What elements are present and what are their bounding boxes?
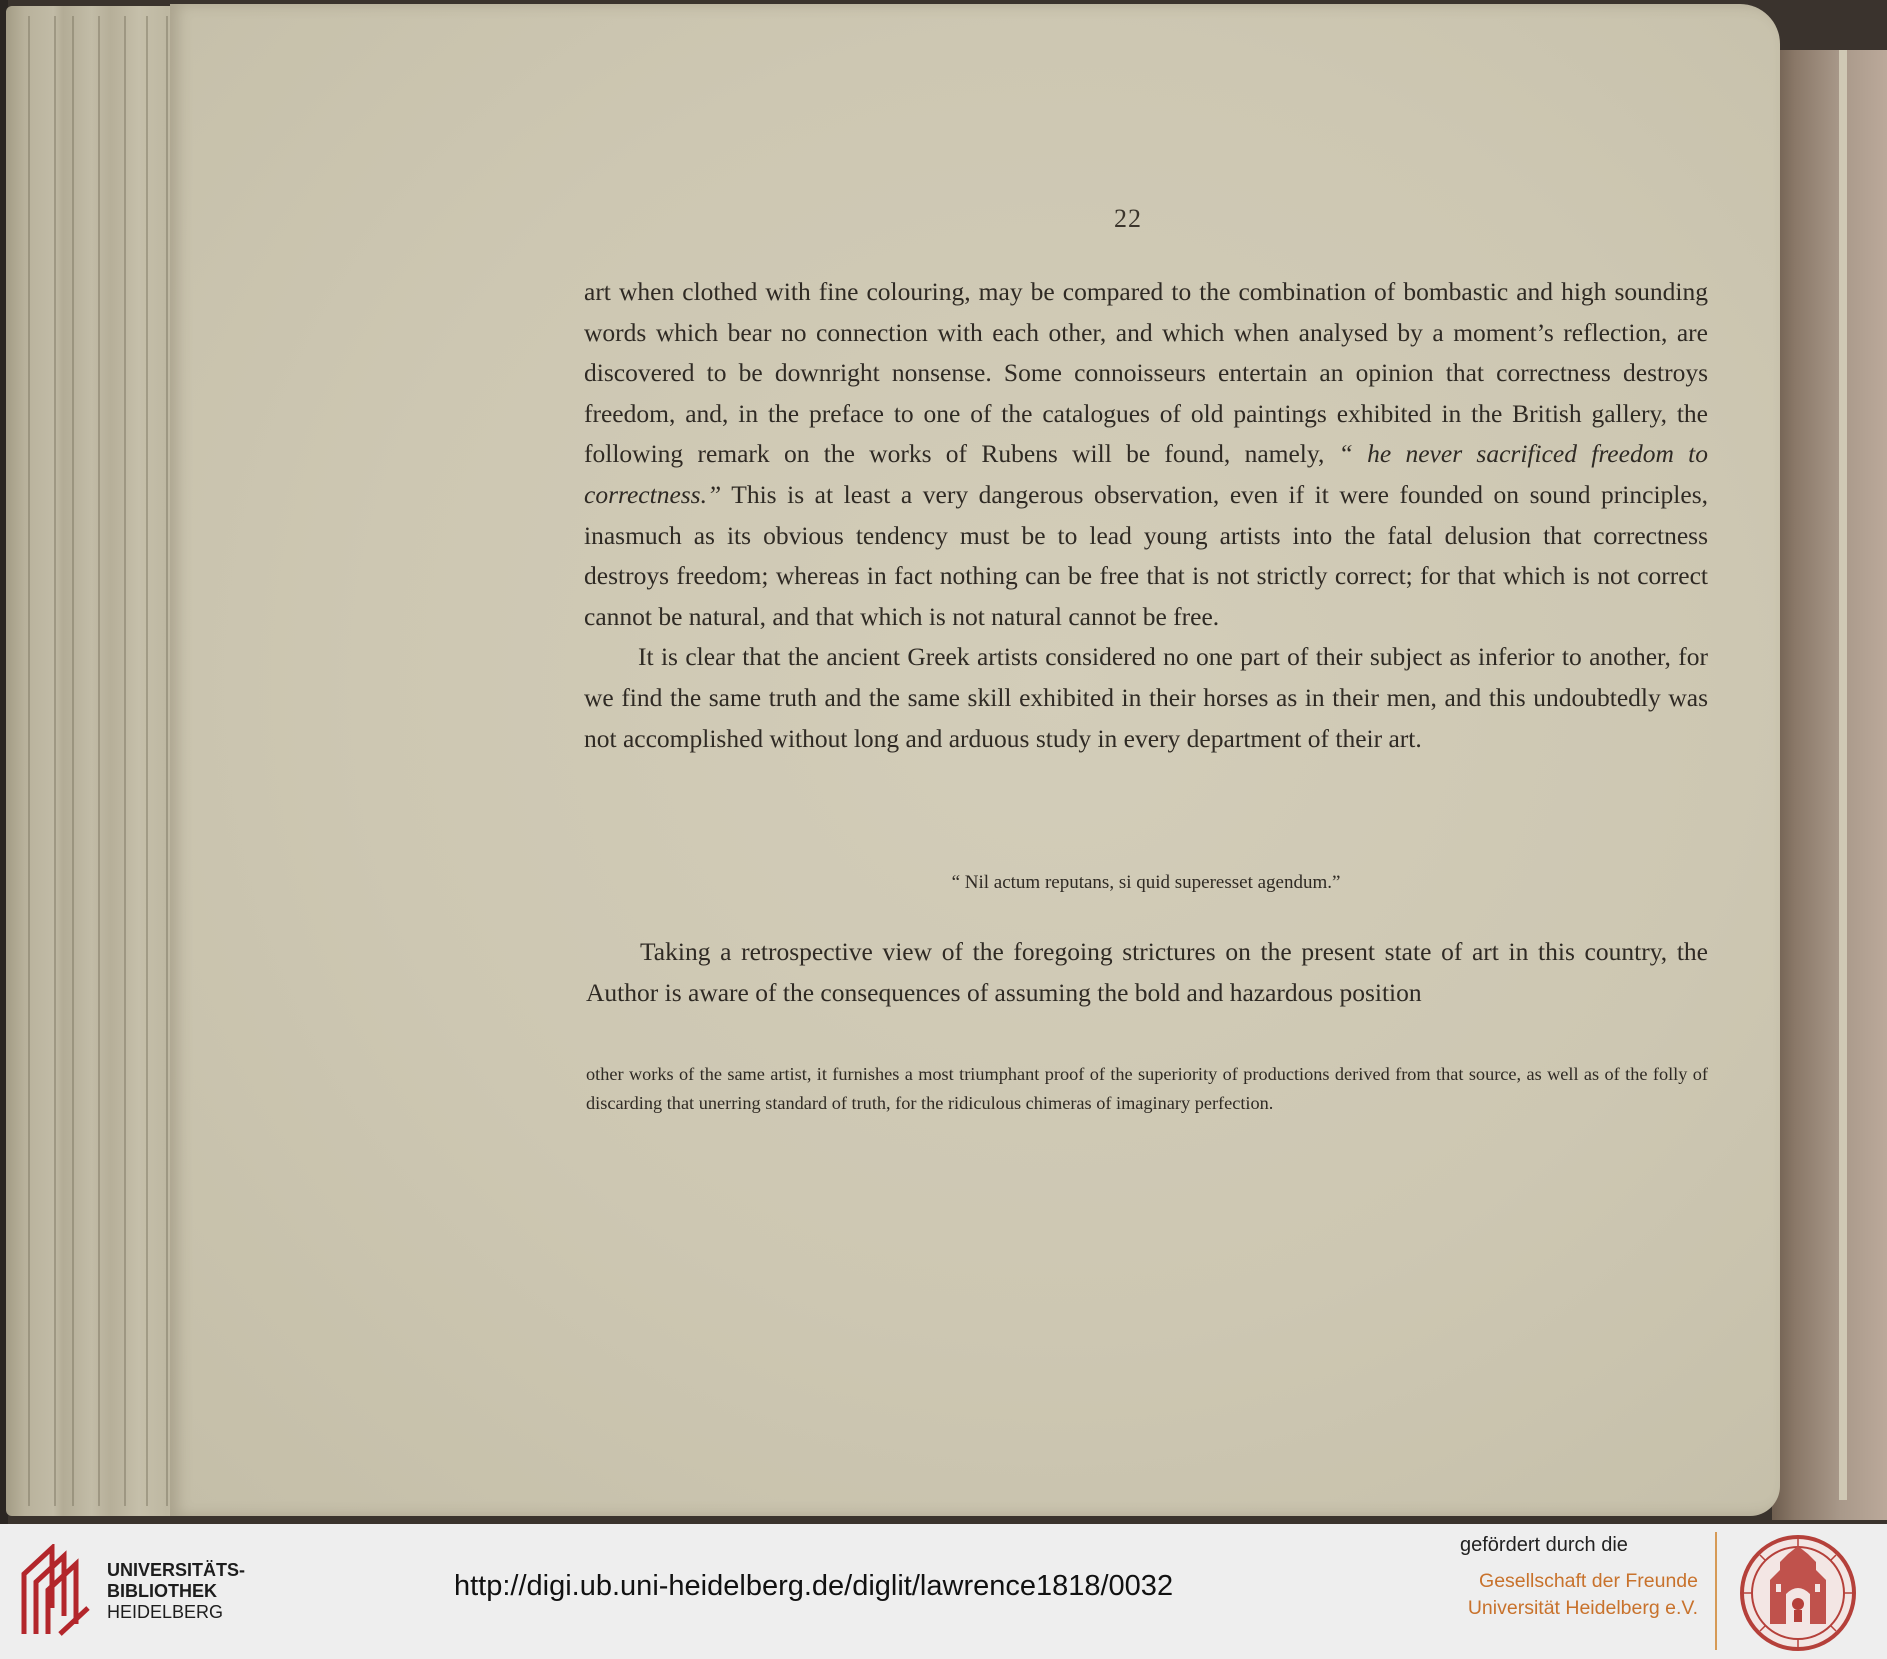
book-page [170,4,1780,1516]
paragraph-1 [584,272,1708,637]
latin-motto: “ Nil actum reputans, si quid superesset agendum.” [951,872,1341,893]
permalink-url[interactable]: http://digi.ub.uni-heidelberg.de/diglit/lawrence1818/0032 [454,1570,1174,1602]
paragraph-3: Taking a retrospective view of the foregoing strictures on the present state of art in this country, the Author is aware of the consequences of assuming the bold and hazardous position [586,937,1708,1007]
library-name-line-1: UNIVERSITÄTS- [107,1560,246,1580]
library-name-line-2: BIBLIOTHEK [107,1581,217,1601]
ub-heidelberg-logo-icon[interactable] [18,1544,96,1640]
library-name [107,1560,245,1623]
page-edge-strip [1839,50,1847,1500]
main-text-block [584,272,1708,759]
page-number: 22 [1114,204,1142,233]
adjacent-book-board [1772,50,1887,1520]
footnote: other works of the same artist, it furnishes a most triumphant proof of the superiority of productions derived from that source, as well as of the folly of discarding that unerring standard of truth, for the ridiculous chimeras of imaginary perfection. [586,1064,1708,1113]
sponsor-name[interactable] [1460,1568,1698,1622]
library-name-line-3: HEIDELBERG [107,1602,224,1622]
university-seal-icon[interactable] [1736,1534,1860,1652]
paragraph-1-text-after: This is at least a very dangerous observation, even if it were founded on sound principles, inasmuch as its obvious tendency must be to lead young artists into the fatal delusion that correctness destroys freedom; whereas in fact nothing can be free that is not strictly correct; for that which is not correct cannot be natural, and that which is not natural cannot be free. [584,479,1708,631]
supported-by-label: gefördert durch die [1460,1534,1628,1556]
page-stack-edges [6,6,196,1516]
sponsor-name-line-1: Gesellschaft der Freunde [1479,1570,1698,1592]
paragraph-2: It is clear that the ancient Greek artists considered no one part of their subject as inferior to another, for we find the same truth and the same skill exhibited in their horses as in their men, and this undoubtedly was not accomplished without long and arduous study in every department of their art. [584,642,1708,753]
paragraph-1-text-before: art when clothed with fine colouring, may be compared to the combination of bombastic and high sounding words which bear no connection with each other, and which when analysed by a moment’s reflection, are discovered to be downright nonsense. Some connoisseurs entertain an opinion that correctness destroys freedom, and, in the preface to one of the catalogues of old paintings exhibited in the British gallery, the following remark on the works of Rubens will be found, namely, [584,277,1708,469]
sponsor-name-line-2: Universität Heidelberg e.V. [1467,1597,1698,1619]
footer-divider [1715,1532,1717,1650]
rubens-quote: “ he never sacrificed freedom to correctness.” [584,439,1708,509]
digitization-footer [0,1524,1887,1659]
